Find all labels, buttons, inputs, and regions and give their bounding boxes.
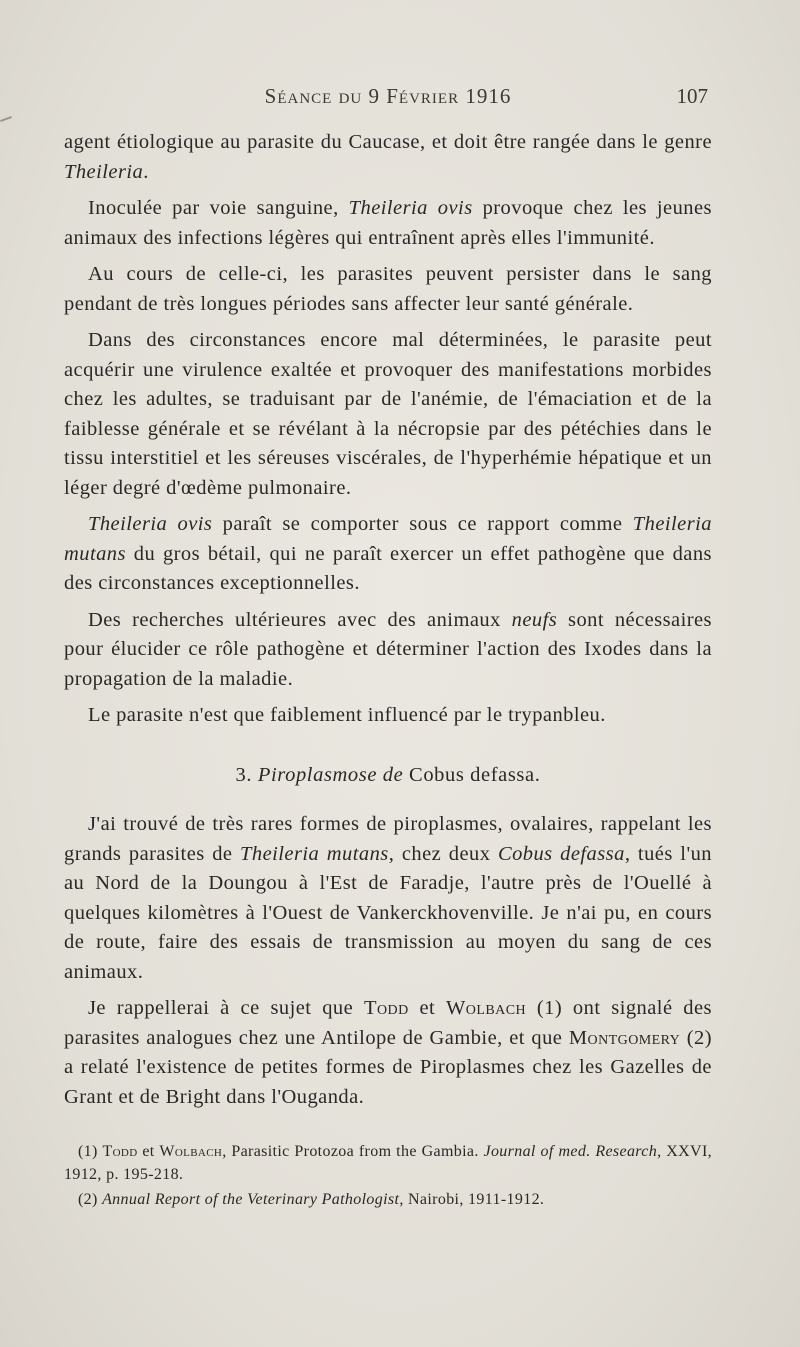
body-text bbox=[64, 128, 712, 1119]
footnote bbox=[64, 1140, 712, 1186]
paragraph bbox=[64, 326, 712, 503]
text-run: (2) a relaté l'existence de petites formes de Piroplasmes chez les Gazelles de Grant et de Bright dans l'Ouganda. bbox=[64, 1026, 712, 1108]
paragraph bbox=[64, 701, 712, 731]
footnotes bbox=[64, 1140, 712, 1213]
text-run: Le parasite n'est que faiblement influencé par le trypanbleu. bbox=[88, 704, 606, 726]
text-run: Je rappellerai à ce sujet que bbox=[88, 997, 364, 1019]
paragraph bbox=[64, 606, 712, 695]
text-run: , tués l'un au Nord de la Doungou à l'Est de Faradje, l'autre près de l'Ouellé à quelques kilomètres à l'Ouest de Vankerckhovenville. Je n'ai pu, en cours de route, faire des essais de transmission au moyen du sang de ces animaux. bbox=[64, 842, 712, 983]
running-header bbox=[64, 84, 712, 114]
text-run: paraît se comporter sous ce rapport comme bbox=[212, 513, 633, 535]
text-run: J'ai trouvé de très rares formes de piroplasmes, ovalaires, rappelant les grands parasites de bbox=[64, 813, 712, 865]
text-run: (1) bbox=[78, 1143, 103, 1160]
paragraph bbox=[64, 260, 712, 319]
page-number: 107 bbox=[676, 84, 708, 108]
text-run: , Parasitic Protozoa from the Gambia. bbox=[222, 1143, 484, 1160]
text-run: , Nairobi, 1911-1912. bbox=[399, 1191, 545, 1208]
small-caps-name: Todd bbox=[102, 1143, 138, 1160]
italic-text: Journal of med. Research bbox=[483, 1143, 658, 1160]
footnote bbox=[64, 1188, 712, 1211]
text-run: provoque chez les jeunes animaux des infections légères qui entraînent après elles l'immunité. bbox=[64, 197, 712, 249]
small-caps-name: Wolbach bbox=[159, 1143, 223, 1160]
italic-text: neufs bbox=[511, 608, 558, 631]
text-run: 3. bbox=[235, 763, 258, 786]
small-caps-name: Wolbach bbox=[445, 997, 527, 1019]
text-run: sont nécessaires pour élucider ce rôle pathogène et déterminer l'action des Ixodes dans la propagation de la maladie. bbox=[64, 608, 712, 690]
small-caps-name: Montgomery bbox=[568, 1026, 681, 1049]
text-run: du gros bétail, qui ne paraît exercer un effet pathogène que dans des circonstances exceptionnelles. bbox=[64, 542, 712, 594]
text-run: , XXVI, 1912, p. 195-218. bbox=[64, 1143, 712, 1183]
italic-text: Theileria ovis bbox=[348, 197, 473, 219]
italic-text: Theileria mutans bbox=[240, 842, 389, 865]
italic-text: Cobus defassa bbox=[497, 842, 625, 865]
italic-text: Piroplasmose de bbox=[257, 763, 404, 786]
italic-text: Theileria bbox=[64, 160, 144, 183]
text-run: . bbox=[143, 160, 149, 183]
paragraph bbox=[64, 510, 712, 599]
text-run: Inoculée par voie sanguine, bbox=[88, 197, 349, 219]
text-run: (2) bbox=[78, 1191, 103, 1208]
italic-text: Theileria ovis bbox=[88, 513, 213, 535]
text-run: Cobus defassa. bbox=[403, 763, 541, 786]
text-run: Au cours de celle-ci, les parasites peuvent persister dans le sang pendant de très longues périodes sans affecter leur santé générale. bbox=[64, 263, 712, 315]
paragraph bbox=[64, 994, 712, 1112]
paragraph bbox=[64, 128, 712, 187]
italic-text: Annual Report of the Veterinary Pathologist bbox=[102, 1191, 400, 1208]
text-run: (1) ont signalé des parasites analogues chez une Antilope de Gambie, et que bbox=[64, 997, 712, 1049]
margin-mark bbox=[0, 116, 12, 122]
paragraph bbox=[64, 194, 712, 253]
text-run: Dans des circonstances encore mal déterminées, le parasite peut acquérir une virulence exaltée et provoquer des manifestations morbides chez les adultes, se traduisant par de l'anémie, de l'émaciation et de la faiblesse générale et se révélant à la nécropsie par des pétéchies dans le tissu interstitiel et les séreuses viscérales, de l'hyperhémie hépatique et un léger degré d'œdème pulmonaire. bbox=[64, 329, 712, 499]
text-run: agent étiologique au parasite du Caucase, et doit être rangée dans le genre bbox=[64, 131, 712, 153]
paragraph bbox=[64, 810, 712, 987]
text-run: , chez deux bbox=[388, 842, 498, 865]
running-title: Séance du 9 Février 1916 bbox=[264, 84, 512, 108]
text-run: et bbox=[408, 997, 446, 1019]
text-run: et bbox=[137, 1143, 160, 1160]
text-run: Des recherches ultérieures avec des animaux bbox=[88, 608, 512, 631]
italic-text: Theileria mutans bbox=[64, 513, 712, 565]
small-caps-name: Todd bbox=[364, 997, 409, 1019]
section-heading bbox=[64, 761, 712, 791]
